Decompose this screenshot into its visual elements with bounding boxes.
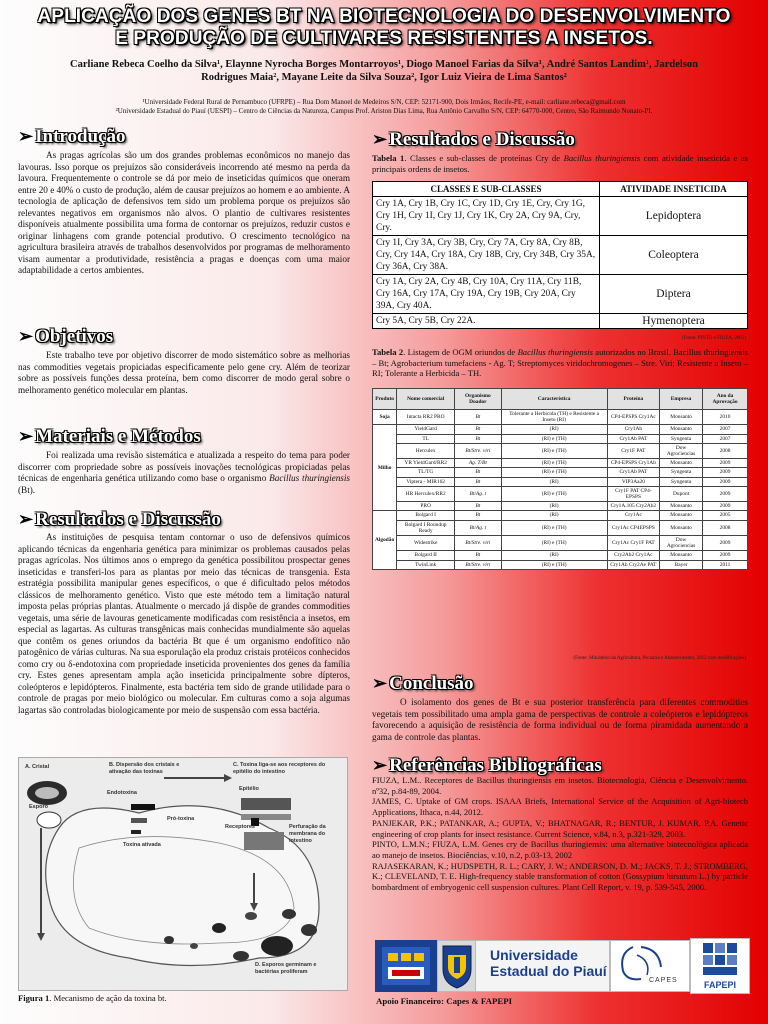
table2-cell: Intacta RR2 PRO bbox=[397, 410, 455, 425]
table-row bbox=[373, 197, 748, 236]
table2-cell: Bt/Stre. viri bbox=[455, 443, 501, 458]
table2-cell: 2007 bbox=[703, 425, 748, 434]
heading-resultados-left bbox=[18, 508, 221, 531]
table2-cell: 2011 bbox=[703, 560, 748, 569]
heading-referencias-text: Referências Bibliográficas bbox=[389, 755, 602, 776]
arrow-bullet-icon: ➢ bbox=[372, 755, 388, 775]
table2-cell: Cry1F PAT CP4-EPSPS bbox=[607, 486, 659, 501]
arrow-bullet-icon: ➢ bbox=[372, 129, 388, 149]
table2-header-empresa: Empresa bbox=[660, 389, 703, 410]
arrow-bullet-icon: ➢ bbox=[18, 509, 34, 529]
reference-item: PANJEKAR, P.K.; PATANKAR, A.; GUPTA, V.; BHATNAGAR, R.; BENTUR, J. KUMAR, P.A. Genetic engineering of crop plants for insect resistance. Current Science, v.84, n.3, p.321-329, 2003. bbox=[372, 817, 748, 839]
table2-crop-cell: Milho bbox=[373, 425, 397, 511]
funding-note: Apoio Financeiro: Capes & FAPEPI bbox=[376, 996, 513, 1006]
table2-cell: Bt bbox=[455, 410, 501, 425]
table2-cell: CP4-EPSPS Cry1Ac bbox=[607, 410, 659, 425]
ufrpe-crest-icon bbox=[376, 941, 436, 991]
table2-cell: 2009 bbox=[703, 536, 748, 551]
references-list bbox=[372, 775, 748, 893]
table-row bbox=[373, 477, 748, 486]
table-row bbox=[373, 443, 748, 458]
uespi-shield-icon bbox=[438, 941, 476, 991]
table2-cell: Bt bbox=[455, 511, 501, 520]
capes-label: CAPES bbox=[649, 977, 678, 984]
figure-caption-label: Figura 1 bbox=[18, 993, 50, 1003]
reference-item: FIUZA, L.M.. Receptores de Bacillus thuringiensis em insetos. Biotecnologia, Ciência e Desenvolvimento. nº32, p.84-89, 2004. bbox=[372, 775, 748, 796]
reference-item: JAMES, C. Uptake of GM crops. ISAAA Briefs, International Service of the Acquisition of Agri-biotech Applications, Ithaca, n.44, 2012. bbox=[372, 796, 748, 818]
table-row bbox=[373, 459, 748, 468]
table2-cell: (RI) bbox=[501, 551, 607, 560]
heading-conclusao bbox=[372, 672, 474, 695]
table2-cell: Dow Agrociencias bbox=[660, 443, 703, 458]
table-row bbox=[373, 314, 748, 329]
table2-cell: Monsanto bbox=[660, 520, 703, 535]
table2-cell: HR Herculex/RR2 bbox=[397, 486, 455, 501]
figure-illustration bbox=[19, 758, 347, 990]
table2-cell: Cry2Ab2 Cry1Ac bbox=[607, 551, 659, 560]
table2-cell: Monsanto bbox=[660, 551, 703, 560]
figure-caption bbox=[18, 993, 350, 1004]
authors-line-1: Carliane Rebeca Coelho da Silva¹, Elaynne Nyrocha Borges Montarroyos¹, Diogo Manoel Farias da Silva¹, André Santos Landim¹, Jardelson bbox=[70, 59, 698, 70]
table1-header-row bbox=[373, 182, 748, 197]
table2-cell: TL/TG bbox=[397, 468, 455, 477]
table2-cell: Viptera - MIR162 bbox=[397, 477, 455, 486]
table2-cell: Cry1Ac Cry1F PAT bbox=[607, 536, 659, 551]
table2-cell: Bt/Stre. viri bbox=[455, 560, 501, 569]
table2-cell: 2009 bbox=[703, 468, 748, 477]
table1-classes-cell: Cry 1I, Cry 3A, Cry 3B, Cry, Cry 7A, Cry 8A, Cry 8B, Cry, Cry 14A, Cry 18A, Cry 18B, Cry, Cry 34B, Cry 35A, Cry 36A, Cry 38A. bbox=[373, 236, 600, 275]
table2-cell: Bt bbox=[455, 477, 501, 486]
table2-cell: (RI) e (TH) bbox=[501, 520, 607, 535]
arrow-bullet-icon: ➢ bbox=[18, 426, 34, 446]
table2-caption-text: . Listagem de OGM oriundos de bbox=[403, 347, 518, 357]
table1-source: (Fonte: PINTO e FIUZA, 2002) bbox=[682, 336, 746, 341]
table2-caption-label: Tabela 2 bbox=[372, 347, 404, 357]
table-ogm-bt bbox=[372, 388, 748, 570]
table2-cell: Monsanto bbox=[660, 511, 703, 520]
heading-objetivos bbox=[18, 325, 113, 348]
table2-cell: (RI) e (TH) bbox=[501, 486, 607, 501]
table1-activity-cell: Diptera bbox=[600, 275, 748, 314]
table2-cell: 2008 bbox=[703, 520, 748, 535]
table1-activity-cell: Coleoptera bbox=[600, 236, 748, 275]
table2-cell: 2007 bbox=[703, 434, 748, 443]
table-row bbox=[373, 511, 748, 520]
table1-header-activity: ATIVIDADE INSETICIDA bbox=[600, 182, 748, 197]
table-row bbox=[373, 425, 748, 434]
table2-cell: (RI) e (TH) bbox=[501, 459, 607, 468]
table2-source: (Fonte: Ministério da Agricultura, Pecuária e Abastecimento, 2012 com modificações) bbox=[573, 656, 746, 661]
poster-title-line-1: APLICAÇÃO DOS GENES BT NA BIOTECNOLOGIA DO DESENVOLVIMENTO bbox=[37, 6, 731, 27]
arrow-bullet-icon: ➢ bbox=[372, 673, 388, 693]
table2-cell: 2009 bbox=[703, 486, 748, 501]
table-row bbox=[373, 434, 748, 443]
table2-cell: Monsanto bbox=[660, 425, 703, 434]
fig-label-toxina: Toxina ativada bbox=[123, 842, 161, 848]
table2-cell: 2009 bbox=[703, 502, 748, 511]
table2-cell: Cry1Ab PAT bbox=[607, 468, 659, 477]
table2-header-doador: Organismo Doador bbox=[455, 389, 501, 410]
metodos-text: Foi realizada uma revisão sistemática e atualizada a respeito do tema para poder discorrer com propriedade sobre as possíveis inovações tecnológicas propiciadas pelas técnicas de engenharia genética utilizando como base o organismo bbox=[18, 450, 350, 483]
metodos-paragraph bbox=[18, 450, 350, 496]
affiliation-1: ¹Universidade Federal Rural de Pernambuco (UFRPE) – Rua Dom Manoel de Medeiros S/N, CEP: 52171-900, Dois Irmãos, Recife-PE, e-mail: carliane.rebeca@gmail.com bbox=[142, 98, 626, 106]
fig-label-perfuracao: Perfuração da membrana do intestino bbox=[289, 824, 326, 844]
table2-cell: Herculex bbox=[397, 443, 455, 458]
resultados-paragraph: As instituições de pesquisa tentam contornar o uso de defensivos químicos aplicando técnicas da engenharia genética para minimizar os problemas causados pelas pragas agrícolas. Nos últimos anos o emprego da genética possibilitou prospectar genes inseticidas e transferi-los para as plantas por meio das técnicas de transgenia. Esta estratégia possibilita manipular genes específicos, o que é dificultado pelos métodos clássicos de melhoramento genético. Visto que este método tem a limitação natural imposta pelas próprias plantas. Atualmente o mercado já dispõe de grandes commodities vegetais, uma série de lavouras geneticamente modificadas com resistência a insetos, em especial as lagartas. As culturas transgênicas mais conhecidas mundialmente são aquelas que contêm os genes oriundos da bactéria Bt que é um organismo endofítico não patogênico de várias culturas. Na sua esporulação ela produz cristais protéicos conhecidos como cry ou δ-endotoxina com propriedade inseticida provenientes dos genes da família cry. Estes genes apresentam ampla ação inseticida principalmente sobre dípteros, coleópteros e lepidópteros. Finalmente, esta bactéria tem sido de grande utilidade para o controle de pragas por meio biológico ou molecular. Em culturas como a soja algumas lagartas são controladas biologicamente por meio de suspensão com essa bactéria. bbox=[18, 532, 350, 715]
table2-cell: CP4-EPSPS Cry1Ab bbox=[607, 459, 659, 468]
table2-cell: YR YieldGard/RR2 bbox=[397, 459, 455, 468]
table2-cell: Bt/Ag. t bbox=[455, 520, 501, 535]
table2-cell: (RI) bbox=[501, 511, 607, 520]
table-row bbox=[373, 410, 748, 425]
fig-label-b: B. Dispersão dos cristais e ativação das toxinas bbox=[109, 762, 180, 775]
ufrpe-logo bbox=[375, 940, 437, 992]
table-row bbox=[373, 551, 748, 560]
table1-activity-cell: Lepidoptera bbox=[600, 197, 748, 236]
table2-cell: Bayer bbox=[660, 560, 703, 569]
uespi-logo bbox=[475, 940, 610, 992]
table2-crop-cell: Algodão bbox=[373, 511, 397, 569]
table2-cell: Bolgard I bbox=[397, 511, 455, 520]
fig-label-esporo: Esporo bbox=[29, 804, 48, 810]
table2-cell: Widestrike bbox=[397, 536, 455, 551]
fig-label-c: C. Toxina liga-se aos receptores do epitélio do intestino bbox=[233, 762, 326, 775]
table2-cell: Bt bbox=[455, 502, 501, 511]
heading-resultados-left-text: Resultados e Discussão bbox=[35, 509, 221, 530]
table2-cell: Cry1F PAT bbox=[607, 443, 659, 458]
table2-cell: Cry1Ac CP4EPSPS bbox=[607, 520, 659, 535]
table2-crop-cell: Soja bbox=[373, 410, 397, 425]
table2-cell: (RI) e (TH) bbox=[501, 434, 607, 443]
table2-cell: (RI) e (TH) bbox=[501, 468, 607, 477]
table2-header-caracteristica: Característica bbox=[501, 389, 607, 410]
intro-paragraph: As pragas agrícolas são um dos grandes problemas econômicos no manejo das lavouras. Isso porque os prejuízos são consideráveis incorrendo até mesmo na perda da lavoura. Frequentemente o controle se dá por meio de inseticidas químicos que oneram entre 20 e 40% o custo de produção, além de causar prejuízos ao homem e ao ambiente. A tecnologia de aplicação de defensivos tem sido um problema porque os prejuízos são relevantes negativos em organismos não alvos. O plantio de cultivares resistentes disponíveis atualmente possibilita uma forma de contornar os prejuízos, reduzir custos e originar linhagens com grande potencial produtivo. O crescimento tecnológico na agricultura brasileira através de trabalhos desenvolvidos por programas de melhoramento visam aumentar a produtividade, resistência a pragas e doenças com uma maior adaptabilidade a certos ambientes. bbox=[18, 150, 350, 275]
table1-classes-cell: Cry 1A, Cry 1B, Cry 1C, Cry 1D, Cry 1E, Cry, Cry 1G, Cry 1H, Cry 1I, Cry 1J, Cry 1K, Cry 2A, Cry 9A, Cry, Cry. bbox=[373, 197, 600, 236]
table2-cell: VIP3Aa20 bbox=[607, 477, 659, 486]
table2-cell: 2009 bbox=[703, 551, 748, 560]
table2-cell: (RI) e (TH) bbox=[501, 536, 607, 551]
table2-cell: Syngenta bbox=[660, 477, 703, 486]
fapepi-label: FAPEPI bbox=[703, 980, 736, 990]
table2-cell: Cry1Ab bbox=[607, 425, 659, 434]
table2-cell: Cry1A.105 Cry2Ab2 bbox=[607, 502, 659, 511]
figure-bt-mechanism bbox=[18, 757, 348, 991]
table1-caption-text: . Classes e sub-classes de proteínas Cry de bbox=[404, 153, 564, 163]
table-row bbox=[373, 560, 748, 569]
heading-materiais-metodos bbox=[18, 425, 201, 448]
table2-cell: Syngenta bbox=[660, 434, 703, 443]
table2-cell: Bt bbox=[455, 434, 501, 443]
fapepi-logo bbox=[690, 938, 750, 994]
heading-objetivos-text: Objetivos bbox=[35, 326, 114, 347]
table2-cell: Tolerante a Herbicida (TH) e Resistente a Inseto (RI) bbox=[501, 410, 607, 425]
authors bbox=[20, 58, 748, 84]
authors-line-2: Rodrigues Maia², Mayane Leite da Silva Souza², Igor Luiz Vieira de Lima Santos² bbox=[201, 72, 567, 83]
table2-cell: TwinLink bbox=[397, 560, 455, 569]
table1-classes-cell: Cry 1A, Cry 2A, Cry 4B, Cry 10A, Cry 11A, Cry 11B, Cry 16A, Cry 17A, Cry 19A, Cry 19B, Cry 20A, Cry 39A, Cry 40A. bbox=[373, 275, 600, 314]
arrow-bullet-icon: ➢ bbox=[18, 326, 34, 346]
table2-cell: Monsanto bbox=[660, 502, 703, 511]
objetivos-paragraph: Este trabalho teve por objetivo discorrer de modo sistemático sobre as melhorias nas commodities vegetais propiciadas especificamente pelo gene cry. Além de teorizar sobre as possíveis funções dessa proteína, bem como discorrer de modo geral sobre o melhoramento genético molecular em plantas. bbox=[18, 350, 350, 395]
table2-cell: Cry1Ab Cry2Ae PAT bbox=[607, 560, 659, 569]
affiliations bbox=[20, 98, 748, 116]
reference-item: PINTO, L.M.N.; FIUZA, L.M. Genes cry de Bacillus thuringiensis: uma alternative biotecnológica aplicada ao manejo de insetos. Biociências, v.10, n.2, p.03-13, 2002 bbox=[372, 839, 748, 860]
table2-cell: (RI) bbox=[501, 425, 607, 434]
heading-conclusao-text: Conclusão bbox=[389, 673, 474, 694]
figure-caption-text: . Mecanismo de ação da toxina bt. bbox=[49, 993, 167, 1003]
uespi-name-line1: Universidade bbox=[490, 947, 578, 963]
poster-title-line-2: E PRODUÇÃO DE CULTIVARES RESISTENTES A INSETOS. bbox=[115, 28, 653, 49]
table2-cell: (RI) bbox=[501, 502, 607, 511]
reference-item: RAJASEKARAN, K.; HUDSPETH, R. L.; CARY, J. W.; ANDERSON, D. M.; JACKS, T. J.; STROMBERG, K.; CLEVELAND, T. E. High-frequency stable transformation of cotton (Gossypium hirsutum L.) by particle bombardment of embryogenic cell suspension cultures. Plant Cell Report, v. 19, p. 539-545, 2000. bbox=[372, 860, 748, 893]
table2-cell: Monsanto bbox=[660, 410, 703, 425]
table1-caption-text-end: com atividade inseticida e as principais ordens de insetos. bbox=[372, 153, 748, 174]
table2-cell: YieldGard bbox=[397, 425, 455, 434]
table2-cell: TL bbox=[397, 434, 455, 443]
table-cry-classes bbox=[372, 181, 748, 329]
table2-cell: (RI) e (TH) bbox=[501, 560, 607, 569]
table-row bbox=[373, 468, 748, 477]
table1-activity-cell: Hymenoptera bbox=[600, 314, 748, 329]
table-row bbox=[373, 502, 748, 511]
table1-caption-label: Tabela 1 bbox=[372, 153, 405, 163]
table-row bbox=[373, 236, 748, 275]
table2-cell: Dupont bbox=[660, 486, 703, 501]
table2-cell: 2010 bbox=[703, 410, 748, 425]
fig-label-endotoxina: Endotoxina bbox=[107, 790, 137, 796]
table2-cell: 2009 bbox=[703, 459, 748, 468]
table2-caption-organism: Bacillus thuringiensis bbox=[517, 347, 593, 357]
table2-cell: Bolgard I Roundup Ready bbox=[397, 520, 455, 535]
fig-label-d: D. Esporos germinam e bactérias proliferam bbox=[255, 962, 317, 975]
table2-cell: (RI) e (TH) bbox=[501, 443, 607, 458]
table2-cell: Bt bbox=[455, 468, 501, 477]
table2-cell: Bt/Stre. viri bbox=[455, 536, 501, 551]
heading-resultados-right bbox=[372, 128, 575, 151]
table2-header-nome: Nome comercial bbox=[397, 389, 455, 410]
uespi-crest bbox=[437, 940, 477, 992]
table2-header-ano: Ano da Aprovação bbox=[703, 389, 748, 410]
fig-label-receptores: Receptores bbox=[225, 824, 255, 830]
table2-cell: 2005 bbox=[703, 511, 748, 520]
conclusao-paragraph: O isolamento dos genes de Bt e sua posterior transferência para diferentes commodities vegetais tem possibilitado uma ampla gama de perspectivas de controle a coleópteros e lepidópteros favorecendo a aquisição de resistência de forma individual ou de forma piramidada aumentando a gama de controle das plantas. bbox=[372, 697, 748, 742]
table2-cell: Cry1Ab PAT bbox=[607, 434, 659, 443]
table2-cell: Cry1Ac bbox=[607, 511, 659, 520]
table2-cell: Bolgard II bbox=[397, 551, 455, 560]
table-row bbox=[373, 486, 748, 501]
table2-cell: (RI) bbox=[501, 477, 607, 486]
capes-logo bbox=[610, 940, 690, 992]
table1-header-classes: CLASSES E SUB-CLASSES bbox=[373, 182, 600, 197]
metodos-text-end: (Bt). bbox=[18, 484, 36, 495]
poster-title bbox=[8, 6, 760, 50]
table-row bbox=[373, 275, 748, 314]
table2-header-produto: Produto bbox=[373, 389, 397, 410]
fig-label-a: A. Cristal bbox=[25, 764, 50, 770]
heading-metodos-text: Materiais e Métodos bbox=[35, 426, 201, 447]
affiliation-2: ²Universidade Estadual do Piauí (UESPI) – Centro de Ciências da Natureza, Campus Prof. Ariston Dias Lima, Rua Antônio Carvalho S/N, CEP: 64770-000, Centro, São Raimundo Nonato-PI. bbox=[115, 107, 653, 115]
heading-referencias bbox=[372, 754, 602, 777]
table-row bbox=[373, 520, 748, 535]
table2-header-proteina: Proteína bbox=[607, 389, 659, 410]
table2-cell: Monsanto bbox=[660, 459, 703, 468]
table1-classes-cell: Cry 5A, Cry 5B, Cry 22A. bbox=[373, 314, 600, 329]
table1-caption-organism: Bacillus thuringiensis bbox=[563, 153, 641, 163]
table2-caption bbox=[372, 347, 748, 379]
table2-cell: Ag. T/Bt bbox=[455, 459, 501, 468]
table2-header-row bbox=[373, 389, 748, 410]
table2-cell: 2009 bbox=[703, 477, 748, 486]
table2-cell: Dow Agrociencias bbox=[660, 536, 703, 551]
table2-cell: Bt bbox=[455, 551, 501, 560]
table2-cell: Bt/Ag. t bbox=[455, 486, 501, 501]
table2-body bbox=[373, 410, 748, 570]
fig-label-protoxina: Pró-toxina bbox=[167, 816, 195, 822]
table2-cell: Bt bbox=[455, 425, 501, 434]
uespi-name-line2: Estadual do Piauí bbox=[490, 963, 607, 979]
table-row bbox=[373, 536, 748, 551]
arrow-bullet-icon: ➢ bbox=[18, 126, 34, 146]
table1-caption bbox=[372, 153, 748, 174]
heading-introducao bbox=[18, 125, 126, 148]
table2-cell: PRO bbox=[397, 502, 455, 511]
table2-cell: Syngenta bbox=[660, 468, 703, 477]
table2-caption-text-end: autorizados no Brasil. Bacillus thuringiensis – Bt; Agrobacterium tumefaciens - Ag. T; Streptomyces viridochromogenes – Stre. Viri; Resistente a Inseto – RI; Tolerante a Herbicida – TH. bbox=[372, 347, 748, 378]
heading-introducao-text: Introdução bbox=[35, 126, 126, 147]
table2-cell: 2008 bbox=[703, 443, 748, 458]
metodos-organism: Bacillus thuringiensis bbox=[269, 473, 351, 483]
heading-resultados-right-text: Resultados e Discussão bbox=[389, 129, 575, 150]
fig-label-epitelio: Epitélio bbox=[239, 786, 259, 792]
